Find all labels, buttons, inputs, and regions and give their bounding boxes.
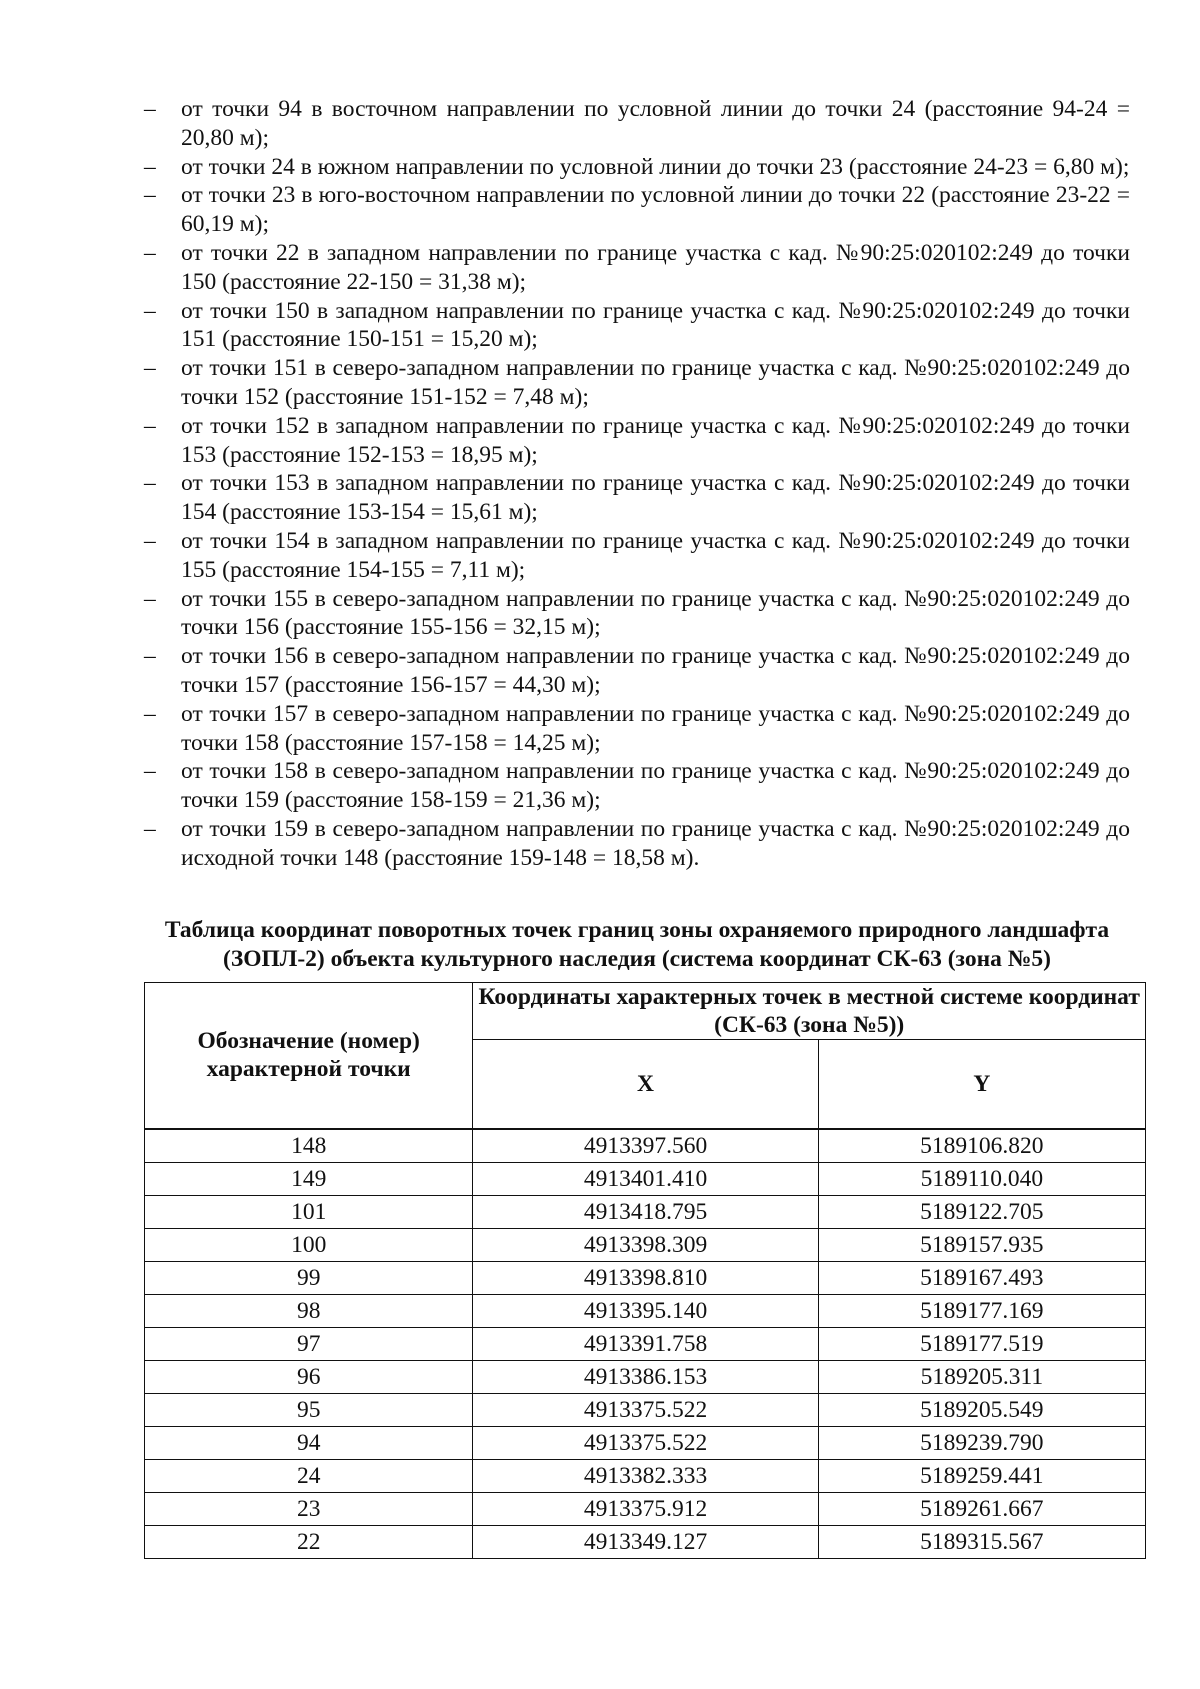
cell-point: 96 xyxy=(145,1360,473,1393)
cell-point: 99 xyxy=(145,1261,473,1294)
cell-point: 98 xyxy=(145,1294,473,1327)
cell-point: 97 xyxy=(145,1327,473,1360)
cell-y: 5189177.169 xyxy=(818,1294,1145,1327)
list-item: – от точки 157 в северо-западном направлении по границе участка с кад. №90:25:020102:249 до точки 158 (расстояние 157-158 = 14,25 м); xyxy=(144,700,1130,758)
document-page xyxy=(144,95,1140,1559)
cell-x: 4913398.810 xyxy=(473,1261,818,1294)
boundary-description-list xyxy=(144,95,1130,873)
list-item: – от точки 152 в западном направлении по границе участка с кад. №90:25:020102:249 до точки 153 (расстояние 152-153 = 18,95 м); xyxy=(144,412,1130,470)
cell-x: 4913349.127 xyxy=(473,1525,818,1558)
cell-point: 149 xyxy=(145,1162,473,1195)
table-row xyxy=(145,1360,1146,1393)
table-row xyxy=(145,1195,1146,1228)
cell-x: 4913386.153 xyxy=(473,1360,818,1393)
table-row xyxy=(145,1228,1146,1261)
cell-y: 5189177.519 xyxy=(818,1327,1145,1360)
table-header-row xyxy=(145,982,1146,1039)
cell-x: 4913395.140 xyxy=(473,1294,818,1327)
list-item: – от точки 159 в северо-западном направлении по границе участка с кад. №90:25:020102:249 до исходной точки 148 (расстояние 159-148 = 18,58 м). xyxy=(144,815,1130,873)
cell-point: 24 xyxy=(145,1459,473,1492)
cell-y: 5189315.567 xyxy=(818,1525,1145,1558)
cell-y: 5189110.040 xyxy=(818,1162,1145,1195)
list-item: – от точки 154 в западном направлении по границе участка с кад. №90:25:020102:249 до точки 155 (расстояние 154-155 = 7,11 м); xyxy=(144,527,1130,585)
list-item: – от точки 24 в южном направлении по условной линии до точки 23 (расстояние 24-23 = 6,80 м); xyxy=(144,153,1130,182)
cell-y: 5189259.441 xyxy=(818,1459,1145,1492)
cell-y: 5189239.790 xyxy=(818,1426,1145,1459)
cell-y: 5189106.820 xyxy=(818,1129,1145,1163)
table-row xyxy=(145,1261,1146,1294)
cell-y: 5189157.935 xyxy=(818,1228,1145,1261)
header-coordinates-group: Координаты характерных точек в местной системе координат (СК-63 (зона №5)) xyxy=(473,982,1146,1039)
coordinates-table xyxy=(144,982,1146,1559)
table-row xyxy=(145,1525,1146,1558)
cell-x: 4913398.309 xyxy=(473,1228,818,1261)
list-item: – от точки 150 в западном направлении по границе участка с кад. №90:25:020102:249 до точки 151 (расстояние 150-151 = 15,20 м); xyxy=(144,297,1130,355)
cell-x: 4913382.333 xyxy=(473,1459,818,1492)
list-item: – от точки 23 в юго-восточном направлении по условной линии до точки 22 (расстояние 23-22 = 60,19 м); xyxy=(144,181,1130,239)
cell-point: 23 xyxy=(145,1492,473,1525)
table-title: Таблица координат поворотных точек границ зоны охраняемого природного ландшафта (ЗОПЛ-2) объекта культурного наследия (система координат СК-63 (зона №5) xyxy=(164,916,1110,972)
cell-x: 4913397.560 xyxy=(473,1129,818,1163)
cell-x: 4913375.522 xyxy=(473,1426,818,1459)
list-item: – от точки 22 в западном направлении по границе участка с кад. №90:25:020102:249 до точки 150 (расстояние 22-150 = 31,38 м); xyxy=(144,239,1130,297)
cell-y: 5189167.493 xyxy=(818,1261,1145,1294)
list-item: – от точки 153 в западном направлении по границе участка с кад. №90:25:020102:249 до точки 154 (расстояние 153-154 = 15,61 м); xyxy=(144,469,1130,527)
table-row xyxy=(145,1327,1146,1360)
table-row xyxy=(145,1393,1146,1426)
list-item: – от точки 155 в северо-западном направлении по границе участка с кад. №90:25:020102:249 до точки 156 (расстояние 155-156 = 32,15 м); xyxy=(144,585,1130,643)
table-row xyxy=(145,1459,1146,1492)
cell-x: 4913418.795 xyxy=(473,1195,818,1228)
header-y: Y xyxy=(818,1039,1145,1129)
cell-point: 94 xyxy=(145,1426,473,1459)
cell-point: 100 xyxy=(145,1228,473,1261)
cell-point: 101 xyxy=(145,1195,473,1228)
table-row xyxy=(145,1426,1146,1459)
cell-y: 5189205.549 xyxy=(818,1393,1145,1426)
table-row xyxy=(145,1492,1146,1525)
cell-point: 148 xyxy=(145,1129,473,1163)
list-item: – от точки 94 в восточном направлении по условной линии до точки 24 (расстояние 94-24 = 20,80 м); xyxy=(144,95,1130,153)
header-x: X xyxy=(473,1039,818,1129)
list-item: – от точки 151 в северо-западном направлении по границе участка с кад. №90:25:020102:249 до точки 152 (расстояние 151-152 = 7,48 м); xyxy=(144,354,1130,412)
cell-y: 5189205.311 xyxy=(818,1360,1145,1393)
cell-x: 4913391.758 xyxy=(473,1327,818,1360)
cell-y: 5189122.705 xyxy=(818,1195,1145,1228)
cell-y: 5189261.667 xyxy=(818,1492,1145,1525)
cell-x: 4913375.522 xyxy=(473,1393,818,1426)
cell-point: 22 xyxy=(145,1525,473,1558)
table-row xyxy=(145,1162,1146,1195)
table-row xyxy=(145,1294,1146,1327)
cell-point: 95 xyxy=(145,1393,473,1426)
cell-x: 4913401.410 xyxy=(473,1162,818,1195)
cell-x: 4913375.912 xyxy=(473,1492,818,1525)
list-item: – от точки 156 в северо-западном направлении по границе участка с кад. №90:25:020102:249 до точки 157 (расстояние 156-157 = 44,30 м); xyxy=(144,642,1130,700)
table-row xyxy=(145,1129,1146,1163)
header-point-number: Обозначение (номер) характерной точки xyxy=(145,982,473,1129)
list-item: – от точки 158 в северо-западном направлении по границе участка с кад. №90:25:020102:249 до точки 159 (расстояние 158-159 = 21,36 м); xyxy=(144,757,1130,815)
